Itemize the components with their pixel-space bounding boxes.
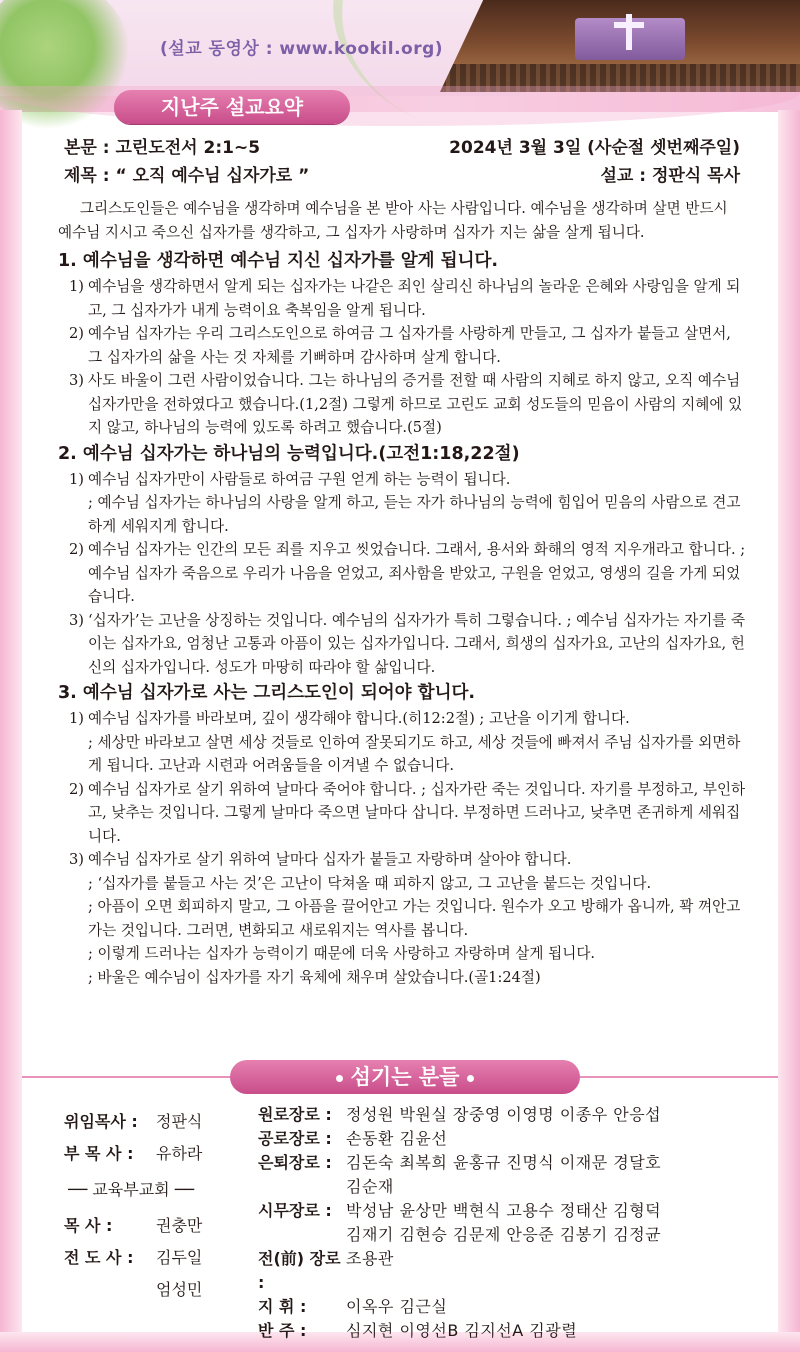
list-item — [58, 275, 746, 322]
item-text: 예수님 십자가만이 사람들로 하여금 구원 얻게 하는 능력이 됩니다. — [88, 470, 511, 488]
staff-label: 목 사 : — [64, 1216, 113, 1235]
item-subtext: ; 세상만 바라보고 살면 세상 것들로 인하여 잘못되기도 하고, 세상 것들에 빠져서 주님 십자가를 외면하게 됩니다. 고난과 시련과 어려움들을 이겨낼 수 없습니다. — [88, 733, 741, 774]
elder-label: 지 휘 : — [258, 1297, 307, 1316]
item-text: 예수님 십자가를 바라보며, 깊이 생각해야 합니다.(히12:2절) ; 고난을 이기게 합니다. — [88, 710, 630, 727]
bullet-dot-icon — [336, 1075, 343, 1082]
list-item — [58, 468, 746, 492]
cross-icon — [626, 14, 632, 50]
elder-row — [258, 1127, 758, 1151]
staff-name: 유하라 — [156, 1144, 203, 1163]
elder-label: 원로장로 : — [258, 1105, 332, 1124]
church-photo — [440, 0, 800, 92]
staff-row — [64, 1274, 244, 1306]
elder-row — [258, 1103, 758, 1127]
elder-names: 심지현 이영선B 김지선A 김광렬 — [346, 1321, 578, 1340]
elder-label-empty — [258, 1175, 346, 1199]
elder-names: 조용관 — [346, 1249, 394, 1268]
item-subtext: ; 바울은 예수님이 십자가를 자기 육체에 채우며 살았습니다.(골1:24절) — [88, 968, 541, 986]
item-text: 사도 바울이 그런 사람이었습니다. 그는 하나님의 증거를 전할 때 사람의 지혜로 하지 않고, 오직 예수님 십자가만을 전하였다고 했습니다.(1,2절) 그렇게 하므로 고린도 교회 성도들의 믿음이 사람의 지혜에 있지 않고, 하나님의 능력에 있도록 하려고 했습니다.(5절) — [88, 372, 743, 436]
item-number: 2) — [69, 325, 84, 342]
item-text: 예수님 십자가는 우리 그리스도인으로 하여금 그 십자가를 사랑하게 만들고, 그 십자가 붙들고 살면서, 그 십자가의 삶을 사는 것 자체를 기뻐하며 감사하며 살게 합니다. — [88, 325, 731, 366]
elder-names: 손동환 김윤선 — [346, 1129, 448, 1148]
staff-label: 전 도 사 : — [64, 1248, 134, 1267]
staff-name: 엄성민 — [156, 1280, 203, 1299]
staff-label: 위임목사 : — [64, 1112, 138, 1131]
sermon-date: 2024년 3월 3일 (사순절 셋번째주일) — [449, 138, 740, 158]
point-heading: 2. 예수님 십자가는 하나님의 능력입니다.(고전1:18,22절) — [58, 443, 520, 464]
sermon-summary — [58, 197, 746, 989]
elder-row — [258, 1151, 758, 1175]
item-text: 예수님 십자가는 인간의 모든 죄를 지우고 씻었습니다. 그래서, 용서와 화해의 영적 지우개라고 합니다. ; 예수님 십자가 죽음으로 우리가 나음을 얻었고, 죄사함을 받았고, 구원을 얻었고, 영생의 길을 가게 되었습니다. — [88, 541, 746, 605]
staff-name: 권충만 — [156, 1216, 203, 1235]
staff-name: 정판식 — [156, 1112, 203, 1131]
sermon-meta — [64, 134, 740, 190]
elder-label: 전(前) 장로 : — [258, 1249, 341, 1292]
bullet-dot-icon — [467, 1075, 474, 1082]
staff-row — [64, 1106, 244, 1138]
item-text: 예수님 십자가로 살기 위하여 날마다 죽어야 합니다. ; 십자가란 죽는 것입니다. 자기를 부정하고, 부인하고, 낮추는 것입니다. 그렇게 날마다 죽으면 날마다 삽니다. 부정하면 드러나고, 낮추면 존귀하게 세워집니다. — [88, 780, 746, 845]
elder-names: 김순재 — [346, 1177, 394, 1196]
elder-row — [258, 1295, 758, 1319]
elder-names: 박성남 윤상만 백현식 고용수 정태산 김형덕 — [346, 1201, 662, 1220]
list-item — [58, 369, 746, 440]
sermon-title: 제목 : “ 오직 예수님 십자가로 ” — [64, 166, 310, 186]
left-border — [0, 110, 22, 1352]
list-item — [58, 778, 746, 849]
item-text: ‘십자가’는 고난을 상징하는 것입니다. 예수님의 십자가가 특히 그렇습니다. ; 예수님 십자가는 자기를 죽이는 십자가요, 엄청난 고통과 아픔이 있는 십자가입니다. 그래서, 희생의 십자가요, 고난의 십자가요, 헌신의 십자가입니다. 성도가 마땅히 따라야 할 삶입니다. — [88, 611, 746, 676]
pastoral-staff — [64, 1106, 244, 1306]
list-item — [58, 322, 746, 369]
staff-label: 부 목 사 : — [64, 1144, 134, 1163]
servers-title-text: 섬기는 분들 — [350, 1065, 460, 1089]
item-text: 예수님을 생각하면서 알게 되는 십자가는 나같은 죄인 살리신 하나님의 놀라운 은혜와 사랑임을 알게 되고, 그 십자가가 내게 능력이요 축복임을 알게 됩니다. — [88, 278, 741, 319]
item-number: 1) — [69, 278, 84, 295]
elder-label: 시무장로 : — [258, 1201, 332, 1220]
staff-row — [64, 1210, 244, 1242]
cross-icon-bar — [614, 22, 644, 28]
scripture-reference: 본문 : 고린도전서 2:1~5 — [64, 138, 261, 158]
elder-names: 김재기 김현승 김문제 안응준 김봉기 김정균 — [346, 1225, 662, 1244]
item-number: 1) — [69, 470, 84, 488]
elders-list — [258, 1103, 758, 1343]
list-item — [58, 609, 746, 680]
elder-row — [258, 1199, 758, 1223]
item-subtext: ; 아픔이 오면 회피하지 말고, 그 아픔을 끌어안고 가는 것입니다. 원수가 오고 방해가 옵니까, 꽉 껴안고 가는 것입니다. 그러면, 변화되고 새로워지는 역사를 봅니다. — [88, 898, 741, 939]
item-number: 2) — [69, 780, 84, 798]
item-subtext: ; 이렇게 드러나는 십자가 능력이기 때문에 더욱 사랑하고 자랑하며 살게 됩니다. — [88, 945, 596, 962]
elder-label-empty — [258, 1223, 346, 1247]
sermon-video-link[interactable]: (설교 동영상 : www.kookil.org) — [160, 39, 444, 59]
staff-row — [64, 1242, 244, 1274]
staff-name: 김두일 — [156, 1248, 203, 1267]
point-heading: 3. 예수님 십자가로 사는 그리스도인이 되어야 합니다. — [58, 683, 476, 703]
point-heading: 1. 예수님을 생각하면 예수님 지신 십자가를 알게 됩니다. — [58, 251, 499, 271]
elder-names: 정성원 박원실 장중영 이영명 이종우 안응섭 — [346, 1105, 662, 1124]
list-item — [58, 707, 746, 731]
item-text: 예수님 십자가로 살기 위하여 날마다 십자가 붙들고 자랑하며 살아야 합니다. — [88, 851, 572, 868]
elder-names: 이옥우 김근실 — [346, 1297, 448, 1316]
elder-row — [258, 1319, 758, 1343]
item-subtext: ; ‘십자가를 붙들고 사는 것’은 고난이 닥쳐올 때 피하지 않고, 그 고난을 붙드는 것입니다. — [88, 874, 652, 892]
education-dept-label: ── 교육부교회 ── — [68, 1180, 194, 1199]
intro-paragraph: 그리스도인들은 예수님을 생각하며 예수님을 본 받아 사는 사람입니다. 예수님을 생각하며 살면 반드시 예수님 지시고 죽으신 십자가를 생각하고, 그 십자가 사랑하며 십자가 지는 삶을 살게 됩니다. — [58, 200, 728, 241]
elder-label: 은퇴장로 : — [258, 1153, 332, 1172]
elder-row-continued — [258, 1223, 758, 1247]
elder-row-continued — [258, 1175, 758, 1199]
item-subtext: ; 예수님 십자가는 하나님의 사랑을 알게 하고, 듣는 자가 하나님의 능력에 힘입어 믿음의 사람으로 견고하게 세워지게 합니다. — [88, 494, 741, 535]
item-number: 1) — [69, 710, 84, 727]
elder-row — [258, 1247, 758, 1295]
list-item — [58, 848, 746, 872]
item-number: 3) — [69, 851, 84, 868]
item-number: 3) — [69, 372, 84, 389]
section-title: 지난주 설교요약 — [114, 90, 350, 124]
elder-label: 반 주 : — [258, 1321, 307, 1340]
elder-names: 김돈숙 최복희 윤홍규 진명식 이재문 경달호 — [346, 1153, 662, 1172]
elder-label: 공로장로 : — [258, 1129, 332, 1148]
right-border — [778, 110, 800, 1352]
staff-row — [64, 1138, 244, 1170]
item-number: 3) — [69, 611, 84, 629]
item-number: 2) — [69, 541, 84, 558]
list-item — [58, 538, 746, 609]
staff-label — [64, 1274, 156, 1306]
servers-title — [230, 1060, 580, 1094]
preacher: 설교 : 정판식 목사 — [600, 166, 740, 186]
